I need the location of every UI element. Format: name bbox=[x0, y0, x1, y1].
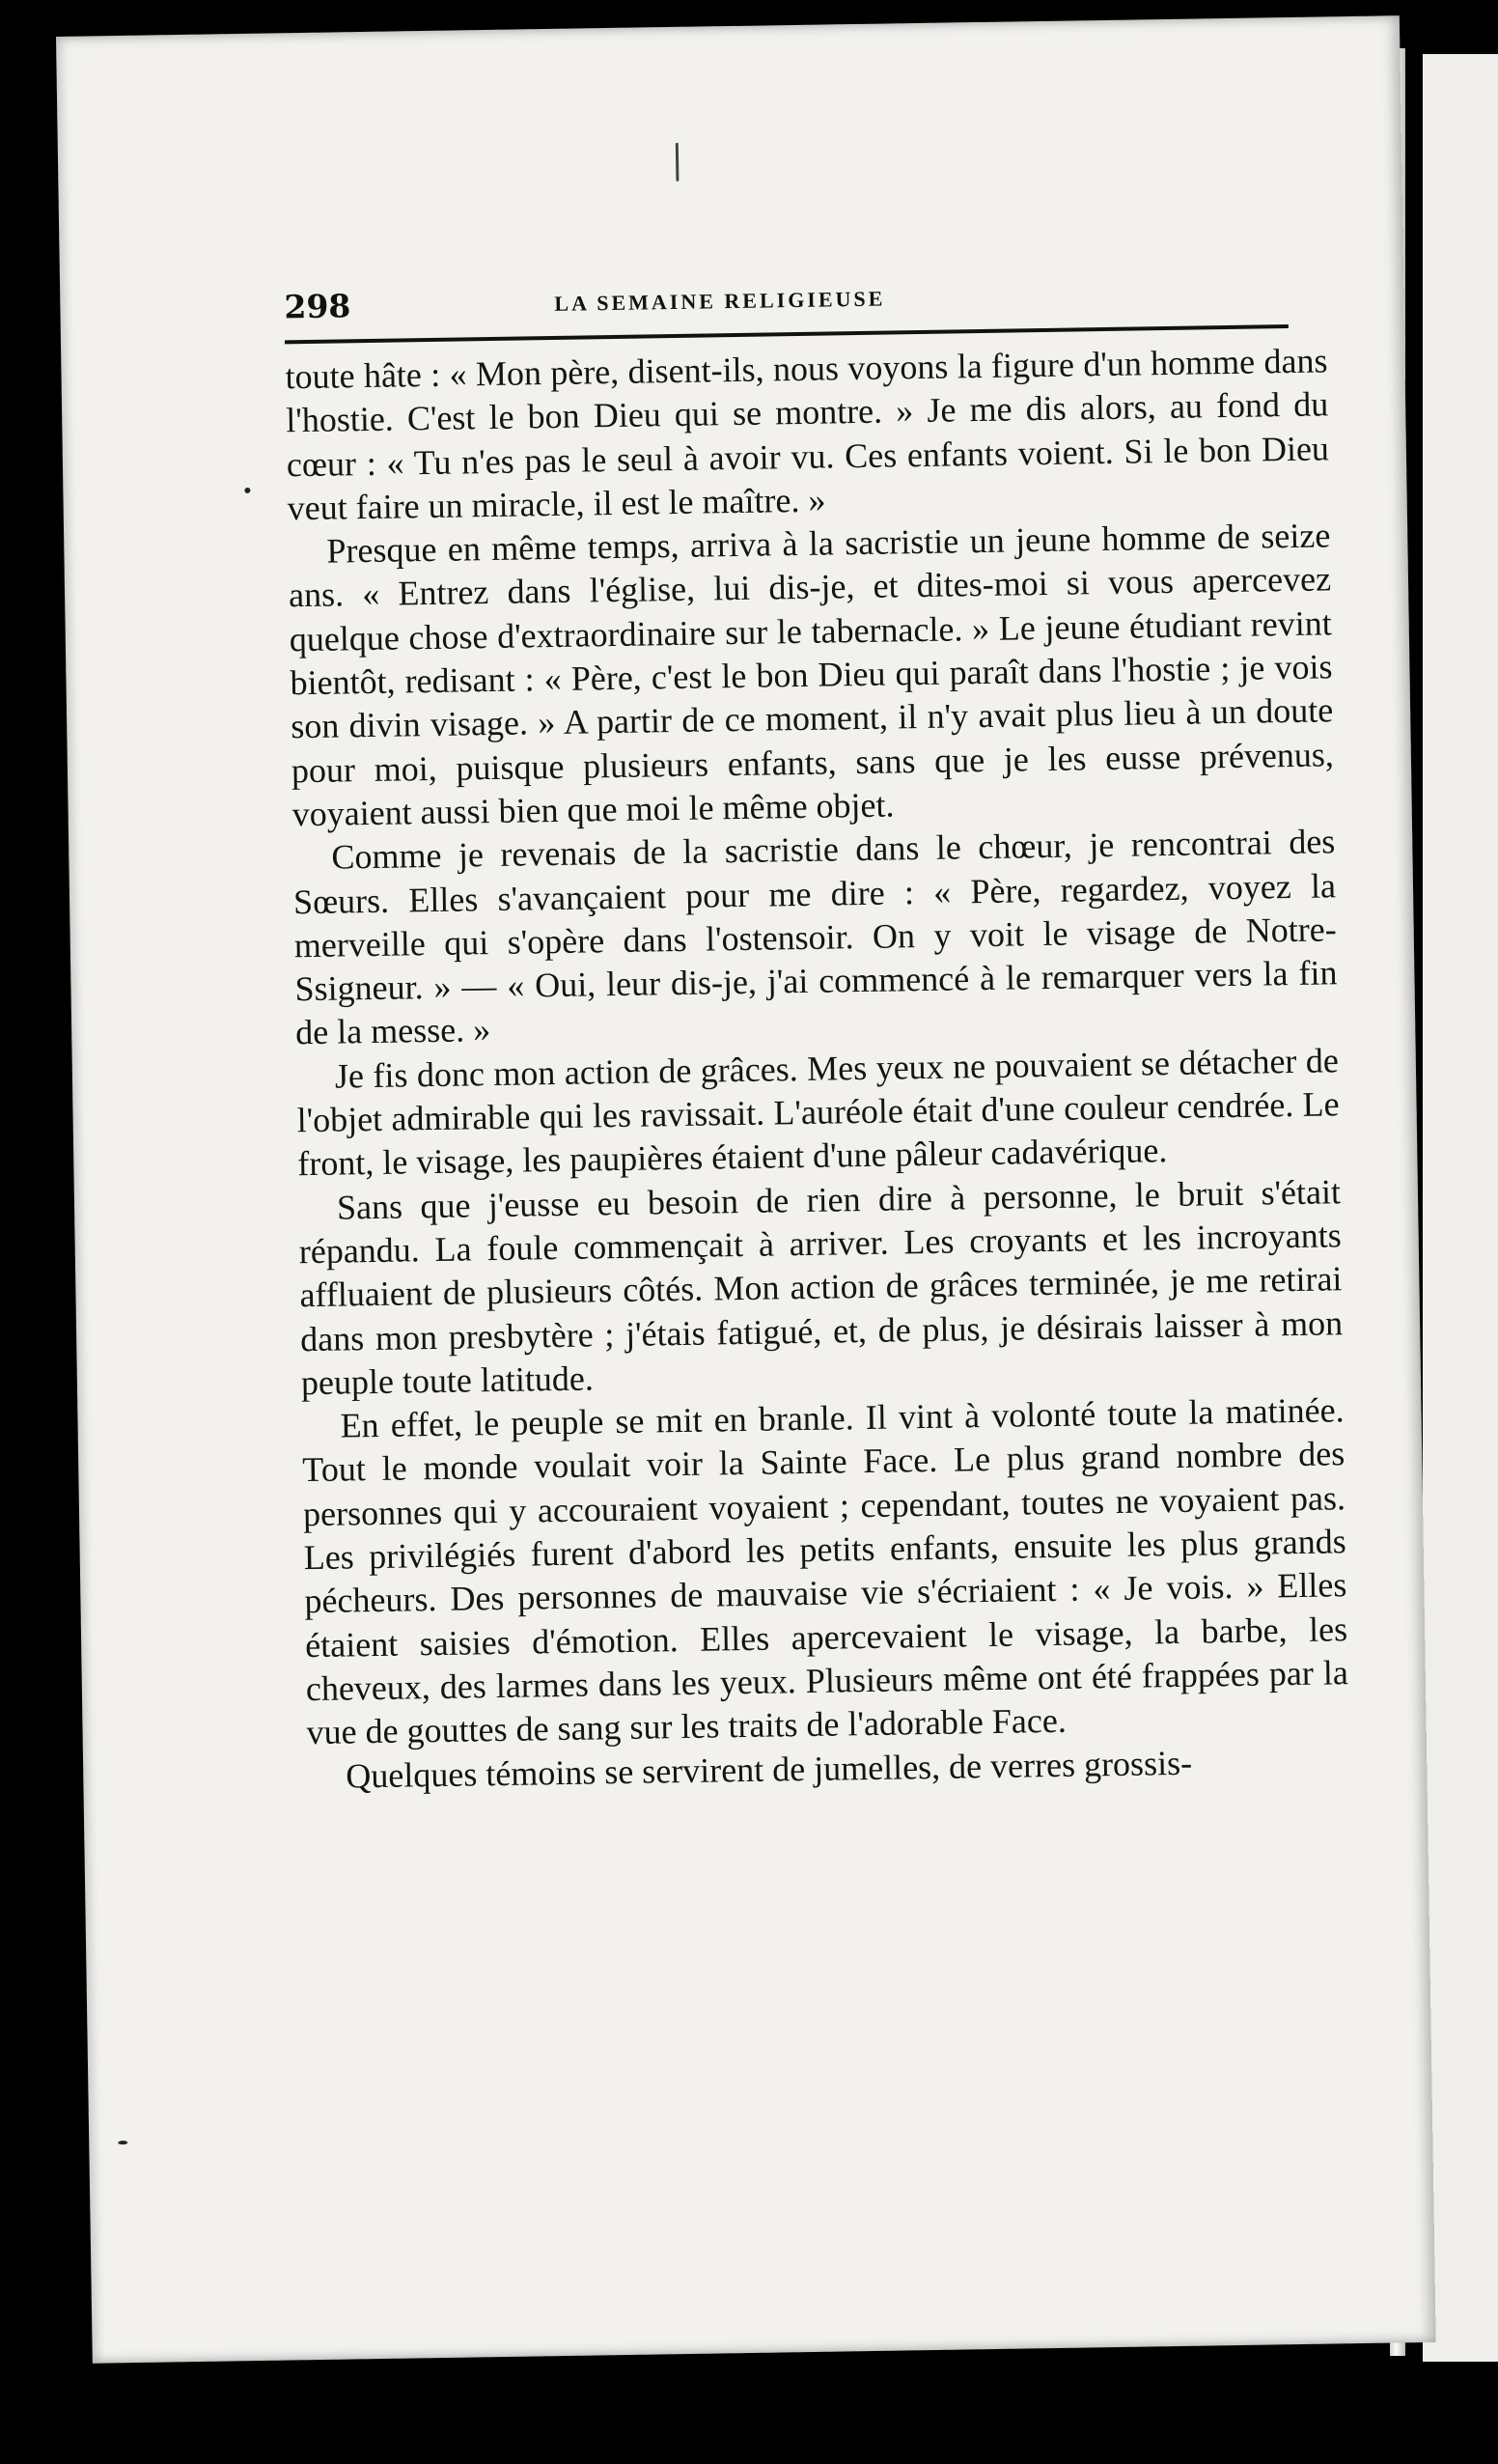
body-text bbox=[285, 339, 1349, 1799]
dust-mark bbox=[118, 2141, 127, 2144]
dust-speck bbox=[244, 488, 250, 493]
paragraph: toute hâte : « Mon père, disent-ils, nous voyons la figure d'un homme dans l'hostie. C'est le bon Dieu qui se montre. » Je me dis alors, au fond du cœur : « Tu n'es pas le seul à avoir vu. Ces enfants voient. Si le bon Dieu veut faire un miracle, il est le maître. » bbox=[285, 341, 1330, 528]
running-head: LA SEMAINE RELIGIEUSE bbox=[554, 286, 886, 316]
paragraph: Je fis donc mon action de grâces. Mes yeux ne pouvaient se détacher de l'objet admirable qui les ravissait. L'auréole était d'une couleur cendrée. Le front, le visage, les paupières étaient d'une pâleur cadavérique. bbox=[296, 1041, 1340, 1184]
paragraph: Comme je revenais de la sacristie dans le chœur, je rencontrai des Sœurs. Elles s'avançaient pour me dire : « Père, regardez, voyez la merveille qui s'opère dans l'ostensoir. On y voit le visage de Notre-Ssigneur. » — « Oui, leur dis-je, j'ai commencé à le remarquer vers la fin de la messe. » bbox=[292, 822, 1338, 1052]
book-page bbox=[56, 15, 1436, 2364]
page-number: 298 bbox=[284, 287, 351, 326]
facing-page-strip bbox=[1423, 54, 1498, 2362]
dust-mark bbox=[676, 143, 680, 182]
paragraph: Sans que j'eusse eu besoin de rien dire à personne, le bruit s'était répandu. La foule commençait à arriver. Les croyants et les incroyants affluaient de plusieurs côtés. Mon action de grâces terminée, je me retirai dans mon presbytère ; j'étais fatigué, et, de plus, je désirais laisser à mon peuple toute latitude. bbox=[298, 1171, 1344, 1403]
paragraph: Presque en même temps, arriva à la sacristie un jeune homme de seize ans. « Entrez dans l'église, lui dis-je, et dites-moi si vous apercevez quelque chose d'extraordinaire sur le tabernacle. » Le jeune étudiant revint bientôt, redisant : « Père, c'est le bon Dieu qui paraît dans l'hostie ; je vois son divin visage. » A partir de ce moment, il n'y avait plus lieu à un doute pour moi, puisque plusieurs enfants, sans que je les eusse prévenus, voyaient aussi bien que moi le même objet. bbox=[288, 516, 1335, 834]
paragraph: Quelques témoins se servirent de jumelles, de verres grossis- bbox=[346, 1743, 1193, 1796]
paragraph: En effet, le peuple se mit en branle. Il vint à volonté toute la matinée. Tout le monde voulait voir la Sainte Face. Le plus grand nombre des personnes qui y accouraient voyaient ; cependant, toutes ne voyaient pas. Les privilégiés furent d'abord les petits enfants, ensuite les plus grands pécheurs. Des personnes de mauvaise vie s'écriaient : « Je vois. » Elles étaient saisies d'émotion. Elles apercevaient le visage, la barbe, les cheveux, des larmes dans les yeux. Plusieurs même ont été frappées par la vue de gouttes de sang sur les traits de l'adorable Face. bbox=[302, 1390, 1349, 1752]
